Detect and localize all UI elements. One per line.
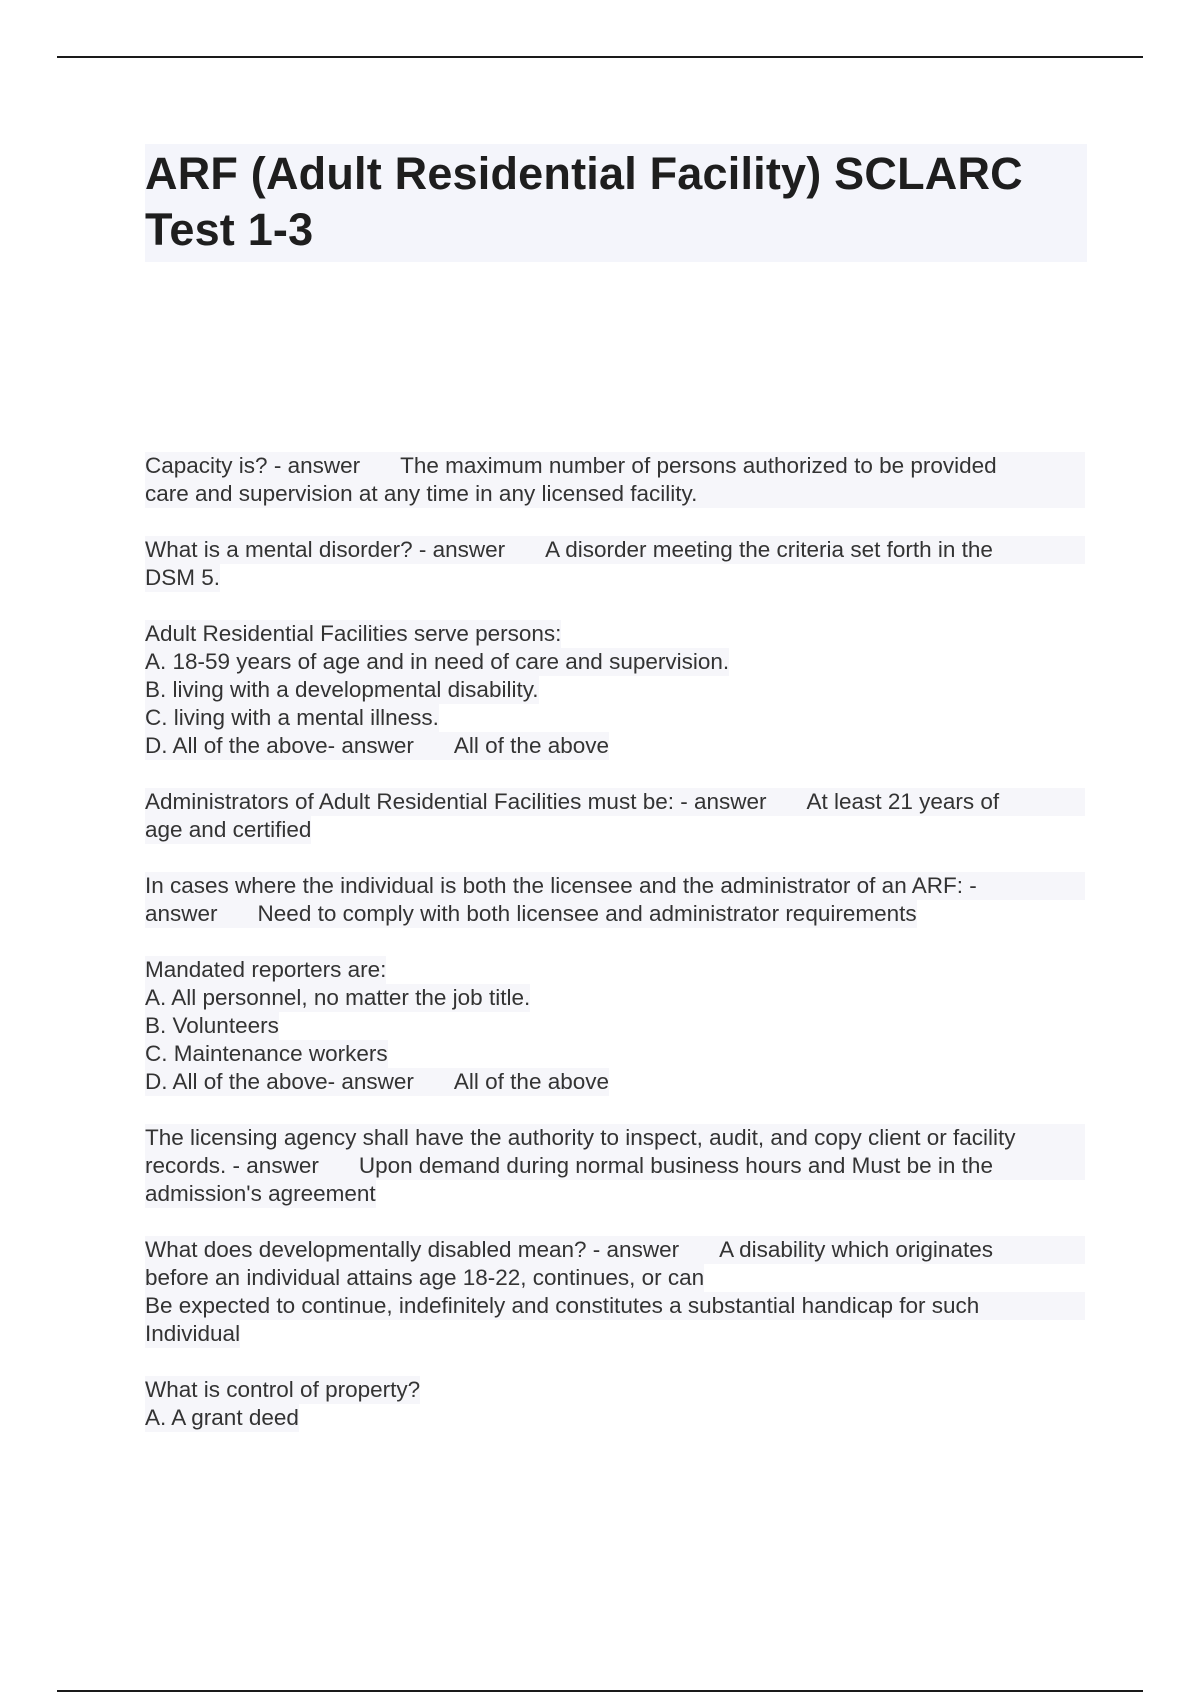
qa-line: records. - answer Upon demand during normal business hours and Must be in the: [145, 1152, 1085, 1180]
qa-line: age and certified: [145, 817, 312, 842]
qa-option: C. Maintenance workers: [145, 1041, 388, 1066]
qa-item-licensing-agency: [145, 1124, 1085, 1208]
qa-option: B. Volunteers: [145, 1013, 279, 1038]
qa-option: A. A grant deed: [145, 1405, 299, 1430]
qa-item-administrators: [145, 788, 1085, 844]
qa-item-licensee-administrator: [145, 872, 1085, 928]
qa-list: [145, 452, 1085, 1460]
qa-line: Be expected to continue, indefinitely and constitutes a substantial handicap for such: [145, 1292, 1085, 1320]
qa-option: A. All personnel, no matter the job title.: [145, 985, 531, 1010]
qa-line: DSM 5.: [145, 565, 221, 590]
qa-line: What is a mental disorder? - answer A disorder meeting the criteria set forth in the: [145, 536, 1085, 564]
qa-item-mental-disorder: [145, 536, 1085, 592]
qa-line: Individual: [145, 1321, 241, 1346]
qa-option: A. 18-59 years of age and in need of care and supervision.: [145, 649, 730, 674]
qa-line: admission's agreement: [145, 1181, 376, 1206]
qa-item-mandated-reporters: [145, 956, 1085, 1096]
qa-line: In cases where the individual is both the licensee and the administrator of an ARF: -: [145, 872, 1085, 900]
qa-line: care and supervision at any time in any licensed facility.: [145, 480, 1085, 508]
qa-option: C. living with a mental illness.: [145, 705, 439, 730]
qa-item-arf-serve: [145, 620, 1085, 760]
qa-item-control-of-property: [145, 1376, 1085, 1432]
title-line-1: ARF (Adult Residential Facility) SCLARC: [145, 148, 1023, 199]
qa-line: Capacity is? - answer The maximum number of persons authorized to be provided: [145, 452, 1085, 480]
qa-item-capacity: [145, 452, 1085, 508]
top-rule: [57, 56, 1143, 58]
qa-line: The licensing agency shall have the authority to inspect, audit, and copy client or facility: [145, 1124, 1085, 1152]
qa-line: before an individual attains age 18-22, continues, or can: [145, 1265, 705, 1290]
qa-item-developmentally-disabled: [145, 1236, 1085, 1348]
qa-option: D. All of the above- answer All of the above: [145, 733, 610, 758]
qa-option: D. All of the above- answer All of the above: [145, 1069, 610, 1094]
qa-line: Administrators of Adult Residential Facilities must be: - answer At least 21 years of: [145, 788, 1085, 816]
qa-line: Adult Residential Facilities serve persons:: [145, 621, 562, 646]
qa-line: What is control of property?: [145, 1377, 421, 1402]
qa-line: Mandated reporters are:: [145, 957, 387, 982]
qa-line: What does developmentally disabled mean? - answer A disability which originates: [145, 1236, 1085, 1264]
title-line-2: Test 1-3: [145, 204, 314, 255]
qa-option: B. living with a developmental disability.: [145, 677, 539, 702]
qa-line: answer Need to comply with both licensee and administrator requirements: [145, 901, 917, 926]
page-title: [145, 146, 1087, 258]
title-block: [145, 144, 1087, 262]
bottom-rule: [57, 1690, 1143, 1692]
